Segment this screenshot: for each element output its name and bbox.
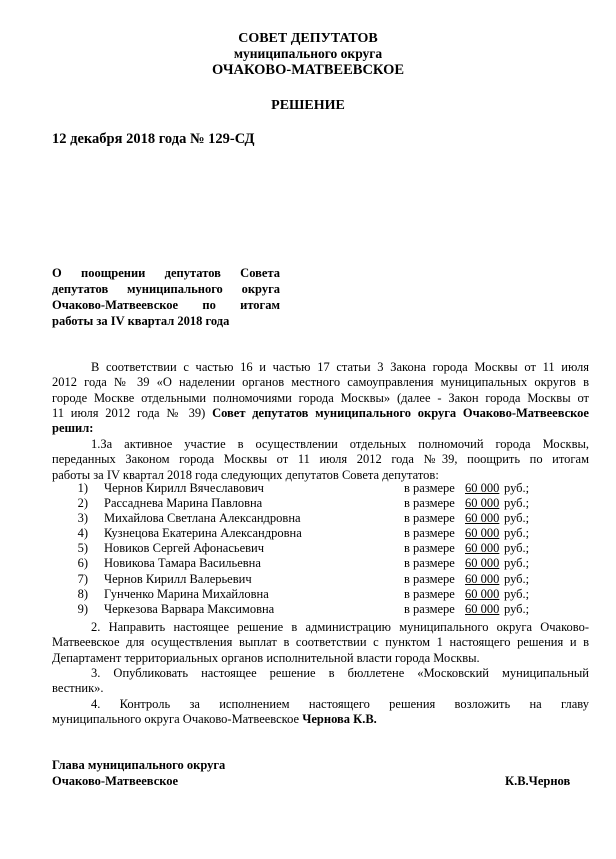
size-label: в размере — [404, 481, 455, 495]
signature-title: Глава муниципального округа — [52, 758, 226, 772]
subject-line: работы за IV квартал 2018 года — [52, 314, 230, 328]
deputies-list — [52, 481, 589, 617]
item-number: 7) — [77, 571, 88, 586]
deputy-name: Кузнецова Екатерина Александровна — [104, 526, 302, 541]
control-text: муниципального округа Очаково-Матвеевское — [52, 712, 303, 727]
list-item — [52, 572, 589, 587]
list-item — [52, 556, 589, 571]
size-label: в размере — [404, 541, 455, 556]
subject-line: депутатов муниципального округа — [52, 282, 280, 296]
item-number: 9) — [77, 601, 88, 616]
subject-block — [52, 265, 280, 329]
list-item — [52, 602, 589, 617]
currency: руб.; — [504, 601, 530, 616]
size-label: в размере — [404, 526, 455, 541]
paragraph-line — [52, 712, 589, 727]
paragraph-line: работы за IV квартал 2018 года следующих депутатов Совета депутатов: — [52, 467, 439, 482]
signature-district: Очаково-Матвеевское — [52, 774, 179, 788]
deputy-name: Чернов Кирилл Вячеславович — [104, 481, 264, 495]
list-item — [52, 541, 589, 556]
list-item — [52, 587, 589, 602]
law-reference: 11 июля 2012 года № 39) — [52, 405, 213, 420]
deputy-name: Гунченко Марина Михайловна — [104, 586, 269, 601]
paragraph-line: 1.За активное участие в осуществлении отдельных полномочий города Москвы, — [91, 437, 589, 451]
item-2-paragraph — [52, 620, 589, 666]
list-item — [52, 496, 589, 511]
amount: 60 000 — [465, 481, 500, 495]
paragraph-line — [52, 406, 589, 421]
currency: руб.; — [504, 496, 530, 511]
paragraph-line: городе Москве отдельными полномочиями города Москвы» (далее - Закон города Москвы от — [52, 390, 589, 405]
currency: руб.; — [504, 481, 530, 495]
size-label: в размере — [404, 511, 455, 526]
preamble-paragraph — [52, 360, 589, 436]
paragraph-line: переданных Законом города Москвы от 11 июля 2012 года №39, поощрить по итогам — [52, 452, 589, 467]
currency: руб.; — [504, 541, 530, 556]
council-subtitle: муниципального округа — [233, 46, 383, 61]
amount: 60 000 — [465, 511, 500, 526]
district-name: ОЧАКОВО-МАТВЕЕВСКОЕ — [211, 62, 405, 78]
council-title: СОВЕТ ДЕПУТАТОВ — [238, 31, 378, 46]
paragraph-line: вестник». — [52, 681, 104, 696]
deputy-name: Новиков Сергей Афонасьевич — [104, 541, 265, 556]
currency: руб.; — [504, 571, 530, 586]
paragraph-line: 3. Опубликовать настоящее решение в бюллетене «Московский муниципальный — [91, 666, 589, 680]
size-label: в размере — [404, 496, 455, 511]
amount: 60 000 — [465, 496, 500, 511]
decided-word: решил: — [52, 421, 94, 436]
item-3-paragraph — [52, 666, 589, 697]
item-number: 8) — [77, 586, 88, 601]
item-4-paragraph — [52, 697, 589, 728]
deputy-name: Рассаднева Марина Павловна — [104, 496, 263, 511]
responsible-person: Чернова К.В. — [302, 712, 377, 727]
currency: руб.; — [504, 511, 530, 526]
paragraph-line: Департамент территориальных органов исполнительной власти города Москвы. — [52, 650, 480, 665]
paragraph-line: Матвеевское для осуществления выплат в соответствии с пунктом 1 настоящего решения и в — [52, 635, 589, 650]
currency: руб.; — [504, 556, 530, 571]
item-1-paragraph — [52, 437, 589, 483]
list-item — [52, 526, 589, 541]
deputy-name: Михайлова Светлана Александровна — [104, 511, 301, 526]
deputy-name: Черкезова Варвара Максимовна — [104, 601, 275, 616]
item-number: 2) — [77, 496, 88, 511]
paragraph-line: 4. Контроль за исполнением настоящего решения возложить на главу — [91, 697, 589, 711]
deputy-name: Новикова Тамара Васильевна — [104, 556, 261, 571]
currency: руб.; — [504, 586, 530, 601]
size-label: в размере — [404, 571, 455, 586]
currency: руб.; — [504, 526, 530, 541]
item-number: 6) — [77, 556, 88, 571]
amount: 60 000 — [465, 541, 500, 556]
size-label: в размере — [404, 601, 455, 616]
date-number-line: 12 декабря 2018 года № 129-СД — [52, 131, 255, 147]
document-type: РЕШЕНИЕ — [271, 98, 345, 113]
signature-name: К.В.Чернов — [505, 774, 571, 788]
size-label: в размере — [404, 586, 455, 601]
list-item — [52, 481, 589, 496]
amount: 60 000 — [465, 586, 500, 601]
item-number: 1) — [77, 481, 88, 495]
paragraph-line: 2012 года № 39 «О наделении органов местного самоуправления муниципальных округов в — [52, 375, 589, 390]
subject-line: Очаково-Матвеевское по итогам — [52, 298, 280, 312]
amount: 60 000 — [465, 571, 500, 586]
size-label: в размере — [404, 556, 455, 571]
amount: 60 000 — [465, 601, 500, 616]
subject-line: О поощрении депутатов Совета — [52, 266, 280, 280]
amount: 60 000 — [465, 556, 500, 571]
deputy-name: Чернов Кирилл Валерьевич — [104, 571, 252, 586]
paragraph-line: 2. Направить настоящее решение в администрацию муниципального округа Очаково- — [91, 620, 589, 634]
council-decided: Совет депутатов муниципального округа Очаково-Матвеевское — [212, 405, 589, 420]
list-item — [52, 511, 589, 526]
paragraph-line: В соответствии с частью 16 и частью 17 статьи 3 Закона города Москвы от 11 июля — [91, 360, 589, 374]
item-number: 3) — [77, 511, 88, 526]
amount: 60 000 — [465, 526, 500, 541]
item-number: 5) — [77, 541, 88, 556]
item-number: 4) — [77, 526, 88, 541]
